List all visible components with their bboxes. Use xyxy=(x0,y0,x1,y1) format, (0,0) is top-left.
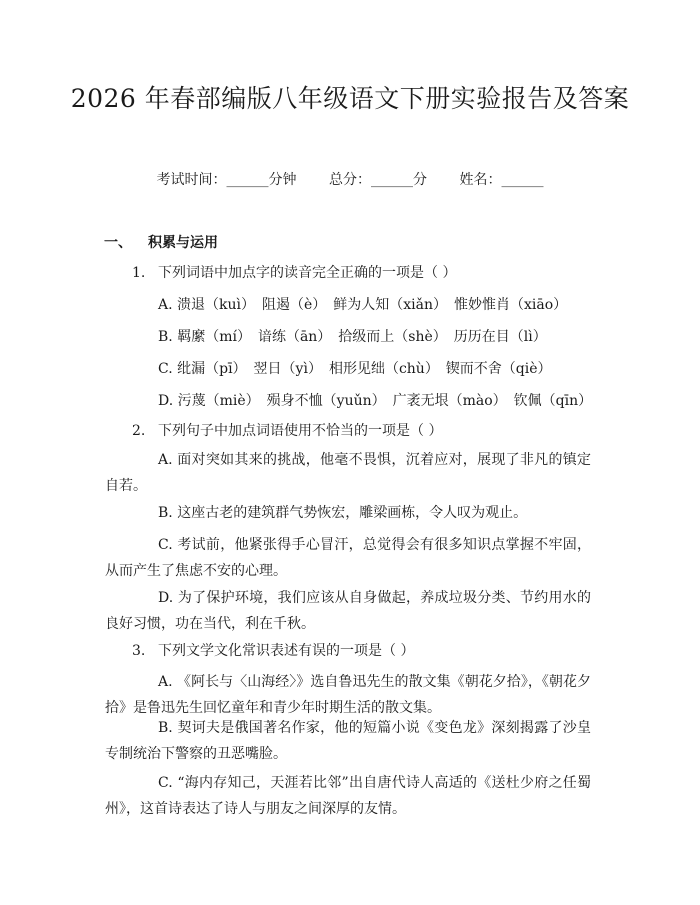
total-score-field: 总分：______分 xyxy=(329,172,427,188)
option-a: A. 面对突如其来的挑战，他毫不畏惧，沉着应对，展现了非凡的镇定自若。 xyxy=(105,452,591,494)
section-heading xyxy=(104,232,218,252)
question-stem: 下列词语中加点字的读音完全正确的一项是（ ） xyxy=(158,265,457,281)
option-b: B. 契诃夫是俄国著名作家，他的短篇小说《变色龙》深刻揭露了沙皇专制统治下警察的丑恶嘴脸。 xyxy=(105,720,591,762)
option-d: D. 为了保护环境，我们应该从自身做起，养成垃圾分类、节约用水的良好习惯，功在当代，利在千秋。 xyxy=(105,590,591,632)
option-c: C. “海内存知己，天涯若比邻”出自唐代诗人高适的《送杜少府之任蜀州》，这首诗表达了诗人与朋友之间深厚的友情。 xyxy=(105,775,591,817)
name-field: 姓名：______ xyxy=(459,172,544,188)
section-number: 一、 xyxy=(104,235,132,251)
section-title: 积累与运用 xyxy=(148,235,218,251)
question-number: 3. xyxy=(132,643,146,659)
question-2 xyxy=(132,420,442,440)
option-b: B. 这座古老的建筑群气势恢宏，雕梁画栋，令人叹为观止。 xyxy=(158,505,528,521)
option-a: A. 《阿长与〈山海经〉》选自鲁迅先生的散文集《朝花夕拾》，《朝花夕拾》是鲁迅先生回忆童年和青少年时期生活的散文集。 xyxy=(105,674,591,716)
question-number: 2. xyxy=(132,423,146,439)
question-number: 1. xyxy=(132,265,146,281)
exam-time-field: 考试时间：______分钟 xyxy=(156,172,297,188)
option-b: B. 羁縻（mí） 谙练（ān） 拾级而上（shè） 历历在目（lì） xyxy=(158,329,547,345)
exam-info xyxy=(0,169,700,189)
option-d: D. 污蔑（miè） 殒身不恤（yuǔn） 广袤无垠（mào） 钦佩（qīn） xyxy=(158,393,593,409)
option-a: A. 溃退（kuì） 阻遏（è） 鲜为人知（xiǎn） 惟妙惟肖（xiāo） xyxy=(158,297,568,313)
option-c: C. 纰漏（pī） 翌日（yì） 相形见绌（chù） 锲而不舍（qiè） xyxy=(158,361,552,377)
option-c: C. 考试前，他紧张得手心冒汗，总觉得会有很多知识点掌握不牢固，从而产生了焦虑不安的心理。 xyxy=(105,537,591,579)
page-title: 2026 年春部编版八年级语文下册实验报告及答案 xyxy=(70,84,630,113)
question-stem: 下列句子中加点词语使用不恰当的一项是（ ） xyxy=(158,423,443,439)
question-1 xyxy=(132,262,456,282)
question-3 xyxy=(132,640,414,660)
question-stem: 下列文学文化常识表述有误的一项是（ ） xyxy=(158,643,415,659)
